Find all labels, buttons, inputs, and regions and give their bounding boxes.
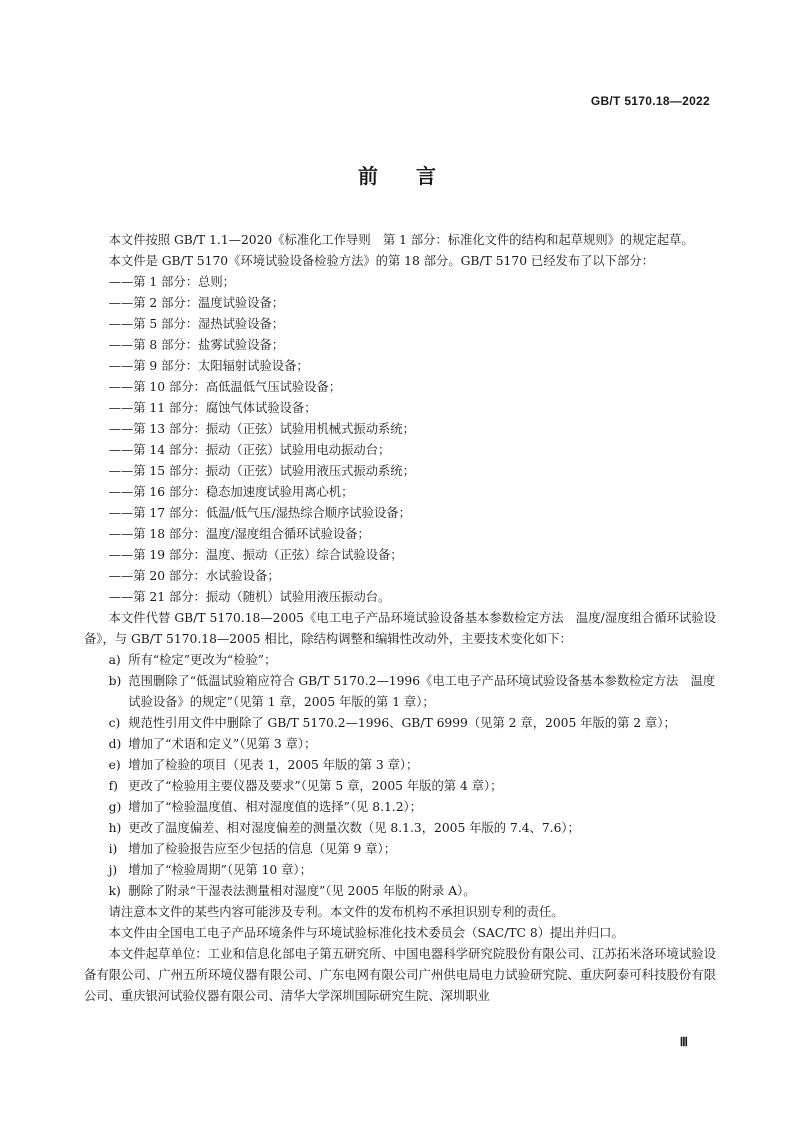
foreword-body [84, 230, 716, 1007]
item-text: 增加了“检验周期”（见第 10 章）； [128, 863, 312, 877]
item-marker: g) [108, 800, 122, 814]
item-marker: j) [108, 863, 118, 877]
list-item [84, 797, 716, 818]
item-marker: k) [108, 884, 121, 898]
list-item [84, 755, 716, 776]
intro-paragraph: 本文件是 GB/T 5170《环境试验设备检验方法》的第 18 部分。GB/T 5170 已经发布了以下部分： [108, 254, 654, 268]
list-item: —— 第 16 部分：稳态加速度试验用离心机； [84, 482, 716, 503]
list-item [84, 839, 716, 860]
list-item: —— 第 21 部分：振动（随机）试验用液压振动台。 [84, 587, 716, 608]
list-item: —— 第 5 部分：湿热试验设备； [84, 314, 716, 335]
list-item: —— 第 1 部分：总则； [84, 272, 716, 293]
item-text: 更改了“检验用主要仪器及要求”（见第 5 章，2005 年版的第 4 章）； [128, 779, 503, 793]
page-number: Ⅲ [679, 1035, 688, 1049]
item-marker: d) [108, 737, 122, 751]
list-item [84, 650, 716, 671]
changes-list [84, 650, 716, 902]
item-text: 增加了“检验温度值、相对湿度值的选择”（见 8.1.2）； [128, 800, 422, 814]
item-text: 增加了“术语和定义”（见第 3 章）； [128, 737, 317, 751]
list-item [84, 818, 716, 839]
list-item: —— 第 13 部分：振动（正弦）试验用机械式振动系统； [84, 419, 716, 440]
item-text: 规范性引用文件中删除了 GB/T 5170.2—1996、GB/T 6999（见第 2 章，2005 年版的第 2 章）； [128, 716, 676, 730]
replace-paragraph: 本文件代替 GB/T 5170.18—2005《电工电子产品环境试验设备基本参数检定方法 温度/湿度组合循环试验设备》，与 GB/T 5170.18—2005 相比，除结构调整和编辑性改动外，主要技术变化如下： [84, 611, 716, 646]
intro-paragraph: 本文件按照 GB/T 1.1—2020《标准化工作导则 第 1 部分：标准化文件的结构和起草规则》的规定起草。 [108, 233, 694, 247]
item-text: 增加了检验的项目（见表 1，2005 年版的第 3 章）； [128, 758, 419, 772]
list-item: —— 第 19 部分：温度、振动（正弦）综合试验设备； [84, 545, 716, 566]
page-title: 前言 [358, 164, 474, 188]
list-item: —— 第 18 部分：温度/湿度组合循环试验设备； [84, 524, 716, 545]
item-text: 增加了检验报告应至少包括的信息（见第 9 章）； [128, 842, 396, 856]
parts-list [84, 272, 716, 608]
list-item [84, 713, 716, 734]
list-item: —— 第 11 部分：腐蚀气体试验设备； [84, 398, 716, 419]
item-marker: a) [108, 653, 121, 667]
list-item [84, 776, 716, 797]
list-item: —— 第 14 部分：振动（正弦）试验用电动振动台； [84, 440, 716, 461]
committee-paragraph: 本文件由全国电工电子产品环境条件与环境试验标准化技术委员会（SAC/TC 8）提出并归口。 [108, 926, 624, 940]
list-item [84, 734, 716, 755]
patent-notice: 请注意本文件的某些内容可能涉及专利。本文件的发布机构不承担识别专利的责任。 [108, 905, 564, 919]
item-marker: h) [108, 821, 122, 835]
list-item: —— 第 20 部分：水试验设备； [84, 566, 716, 587]
item-marker: b) [108, 674, 122, 688]
list-item: —— 第 9 部分：太阳辐射试验设备； [84, 356, 716, 377]
item-text: 更改了温度偏差、相对湿度偏差的测量次数（见 8.1.3，2005 年版的 7.4、7.6）； [128, 821, 580, 835]
list-item [84, 881, 716, 902]
list-item: —— 第 2 部分：温度试验设备； [84, 293, 716, 314]
item-text: 删除了附录“干湿表法测量相对湿度”（见 2005 年版的附录 A）。 [128, 884, 476, 898]
drafting-units-paragraph: 本文件起草单位：工业和信息化部电子第五研究所、中国电器科学研究院股份有限公司、江苏拓米洛环境试验设备有限公司、广州五所环境仪器有限公司、广东电网有限公司广州供电局电力试验研究院、重庆阿泰可科技股份有限公司、重庆银河试验仪器有限公司、清华大学深圳国际研究生院、深圳职业 [84, 947, 716, 1003]
list-item: —— 第 17 部分：低温/低气压/湿热综合顺序试验设备； [84, 503, 716, 524]
item-text: 范围删除了“低温试验箱应符合 GB/T 5170.2—1996《电工电子产品环境试验设备基本参数检定方法 温度试验设备》的规定”（见第 1 章，2005 年版的第 1 章）； [128, 674, 716, 709]
list-item [84, 671, 716, 713]
item-text: 所有“检定”更改为“检验”； [128, 653, 277, 667]
item-marker: f) [108, 779, 118, 793]
list-item: —— 第 8 部分：盐雾试验设备； [84, 335, 716, 356]
list-item [84, 860, 716, 881]
list-item: —— 第 10 部分：高低温低气压试验设备； [84, 377, 716, 398]
item-marker: i) [108, 842, 118, 856]
item-marker: c) [108, 716, 121, 730]
document-code: GB/T 5170.18—2022 [590, 94, 710, 108]
item-marker: e) [108, 758, 121, 772]
list-item: —— 第 15 部分：振动（正弦）试验用液压式振动系统； [84, 461, 716, 482]
